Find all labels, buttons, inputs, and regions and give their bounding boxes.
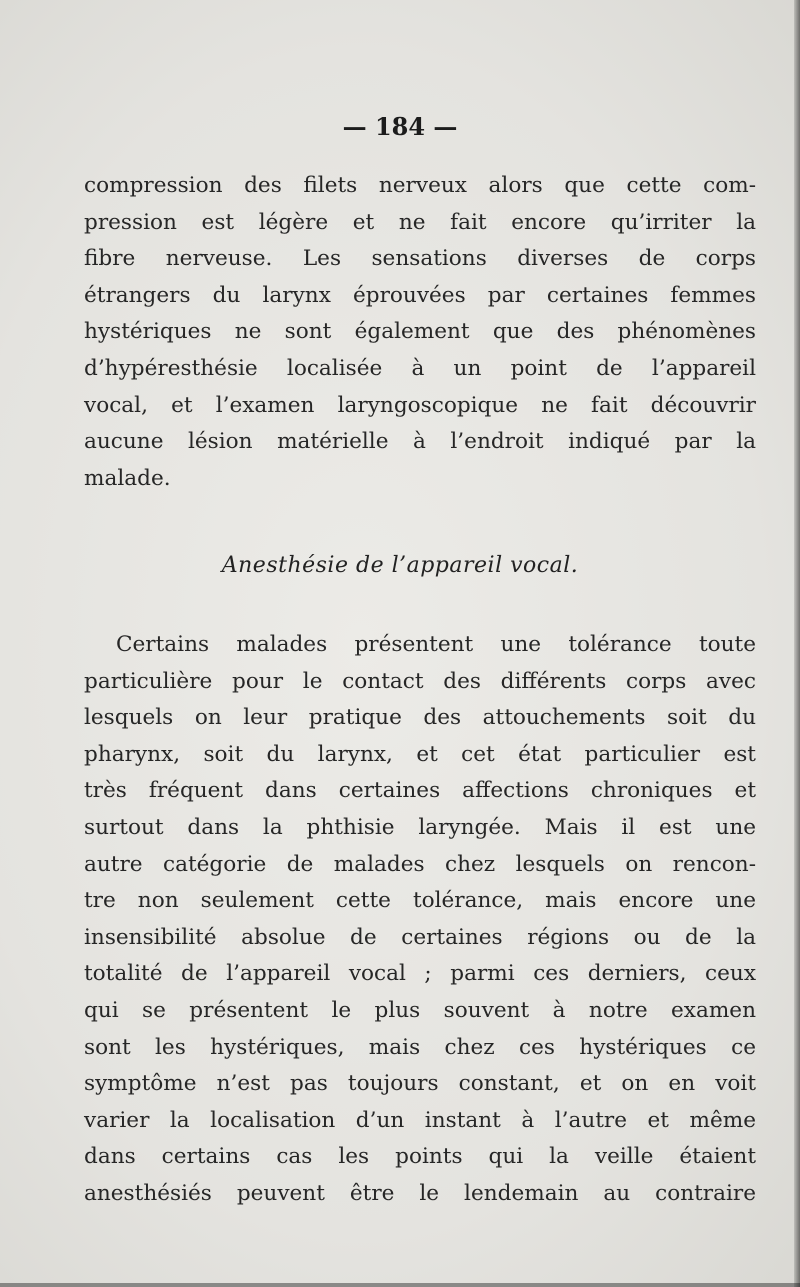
text-line: totalité de l’appareil vocal ; parmi ces derniers, ceux xyxy=(84,961,756,987)
text-line: anesthésiés peuvent être le lendemain au contraire xyxy=(84,1180,756,1206)
text-line: autre catégorie de malades chez lesquels on rencon- xyxy=(84,851,756,877)
text-line: tre non seulement cette tolérance, mais encore une xyxy=(84,888,756,914)
text-line: particulière pour le contact des différents corps avec xyxy=(84,668,756,694)
text-line: symptôme n’est pas toujours constant, et on en voit xyxy=(84,1071,756,1097)
text-line: malade. xyxy=(84,465,171,491)
text-line: vocal, et l’examen laryngoscopique ne fait découvrir xyxy=(84,392,756,418)
text-line: d’hypéresthésie localisée à un point de l’appareil xyxy=(84,355,756,381)
text-line: très fréquent dans certaines affections chroniques et xyxy=(84,778,756,804)
text-line: lesquels on leur pratique des attouchements soit du xyxy=(84,705,756,731)
paragraph-anesthesie xyxy=(84,627,756,1213)
section-heading: Anesthésie de l’appareil vocal. xyxy=(221,553,579,578)
paragraph-compression xyxy=(84,168,756,497)
page-edge-shadow xyxy=(794,0,800,1287)
text-line: sont les hystériques, mais chez ces hystériques ce xyxy=(84,1034,756,1060)
text-line: hystériques ne sont également que des phénomènes xyxy=(84,319,756,345)
text-line: étrangers du larynx éprouvées par certaines femmes xyxy=(84,282,756,308)
text-line: varier la localisation d’un instant à l’autre et même xyxy=(84,1107,756,1133)
text-line: qui se présentent le plus souvent à notre examen xyxy=(84,997,756,1023)
text-line: aucune lésion matérielle à l’endroit indiqué par la xyxy=(84,429,756,455)
text-line: dans certains cas les points qui la veille étaient xyxy=(84,1144,756,1170)
text-line: Certains malades présentent une tolérance toute xyxy=(116,632,756,657)
text-line: pharynx, soit du larynx, et cet état particulier est xyxy=(84,741,756,767)
page-number: — 184 — xyxy=(342,112,458,141)
text-line: insensibilité absolue de certaines régions ou de la xyxy=(84,924,756,950)
text-line: surtout dans la phthisie laryngée. Mais il est une xyxy=(84,814,756,840)
text-line: compression des filets nerveux alors que cette com- xyxy=(84,173,756,198)
text-line: fibre nerveuse. Les sensations diverses de corps xyxy=(84,246,756,272)
page-bottom-edge xyxy=(0,1283,800,1287)
text-line: pression est légère et ne fait encore qu’irriter la xyxy=(84,209,756,235)
